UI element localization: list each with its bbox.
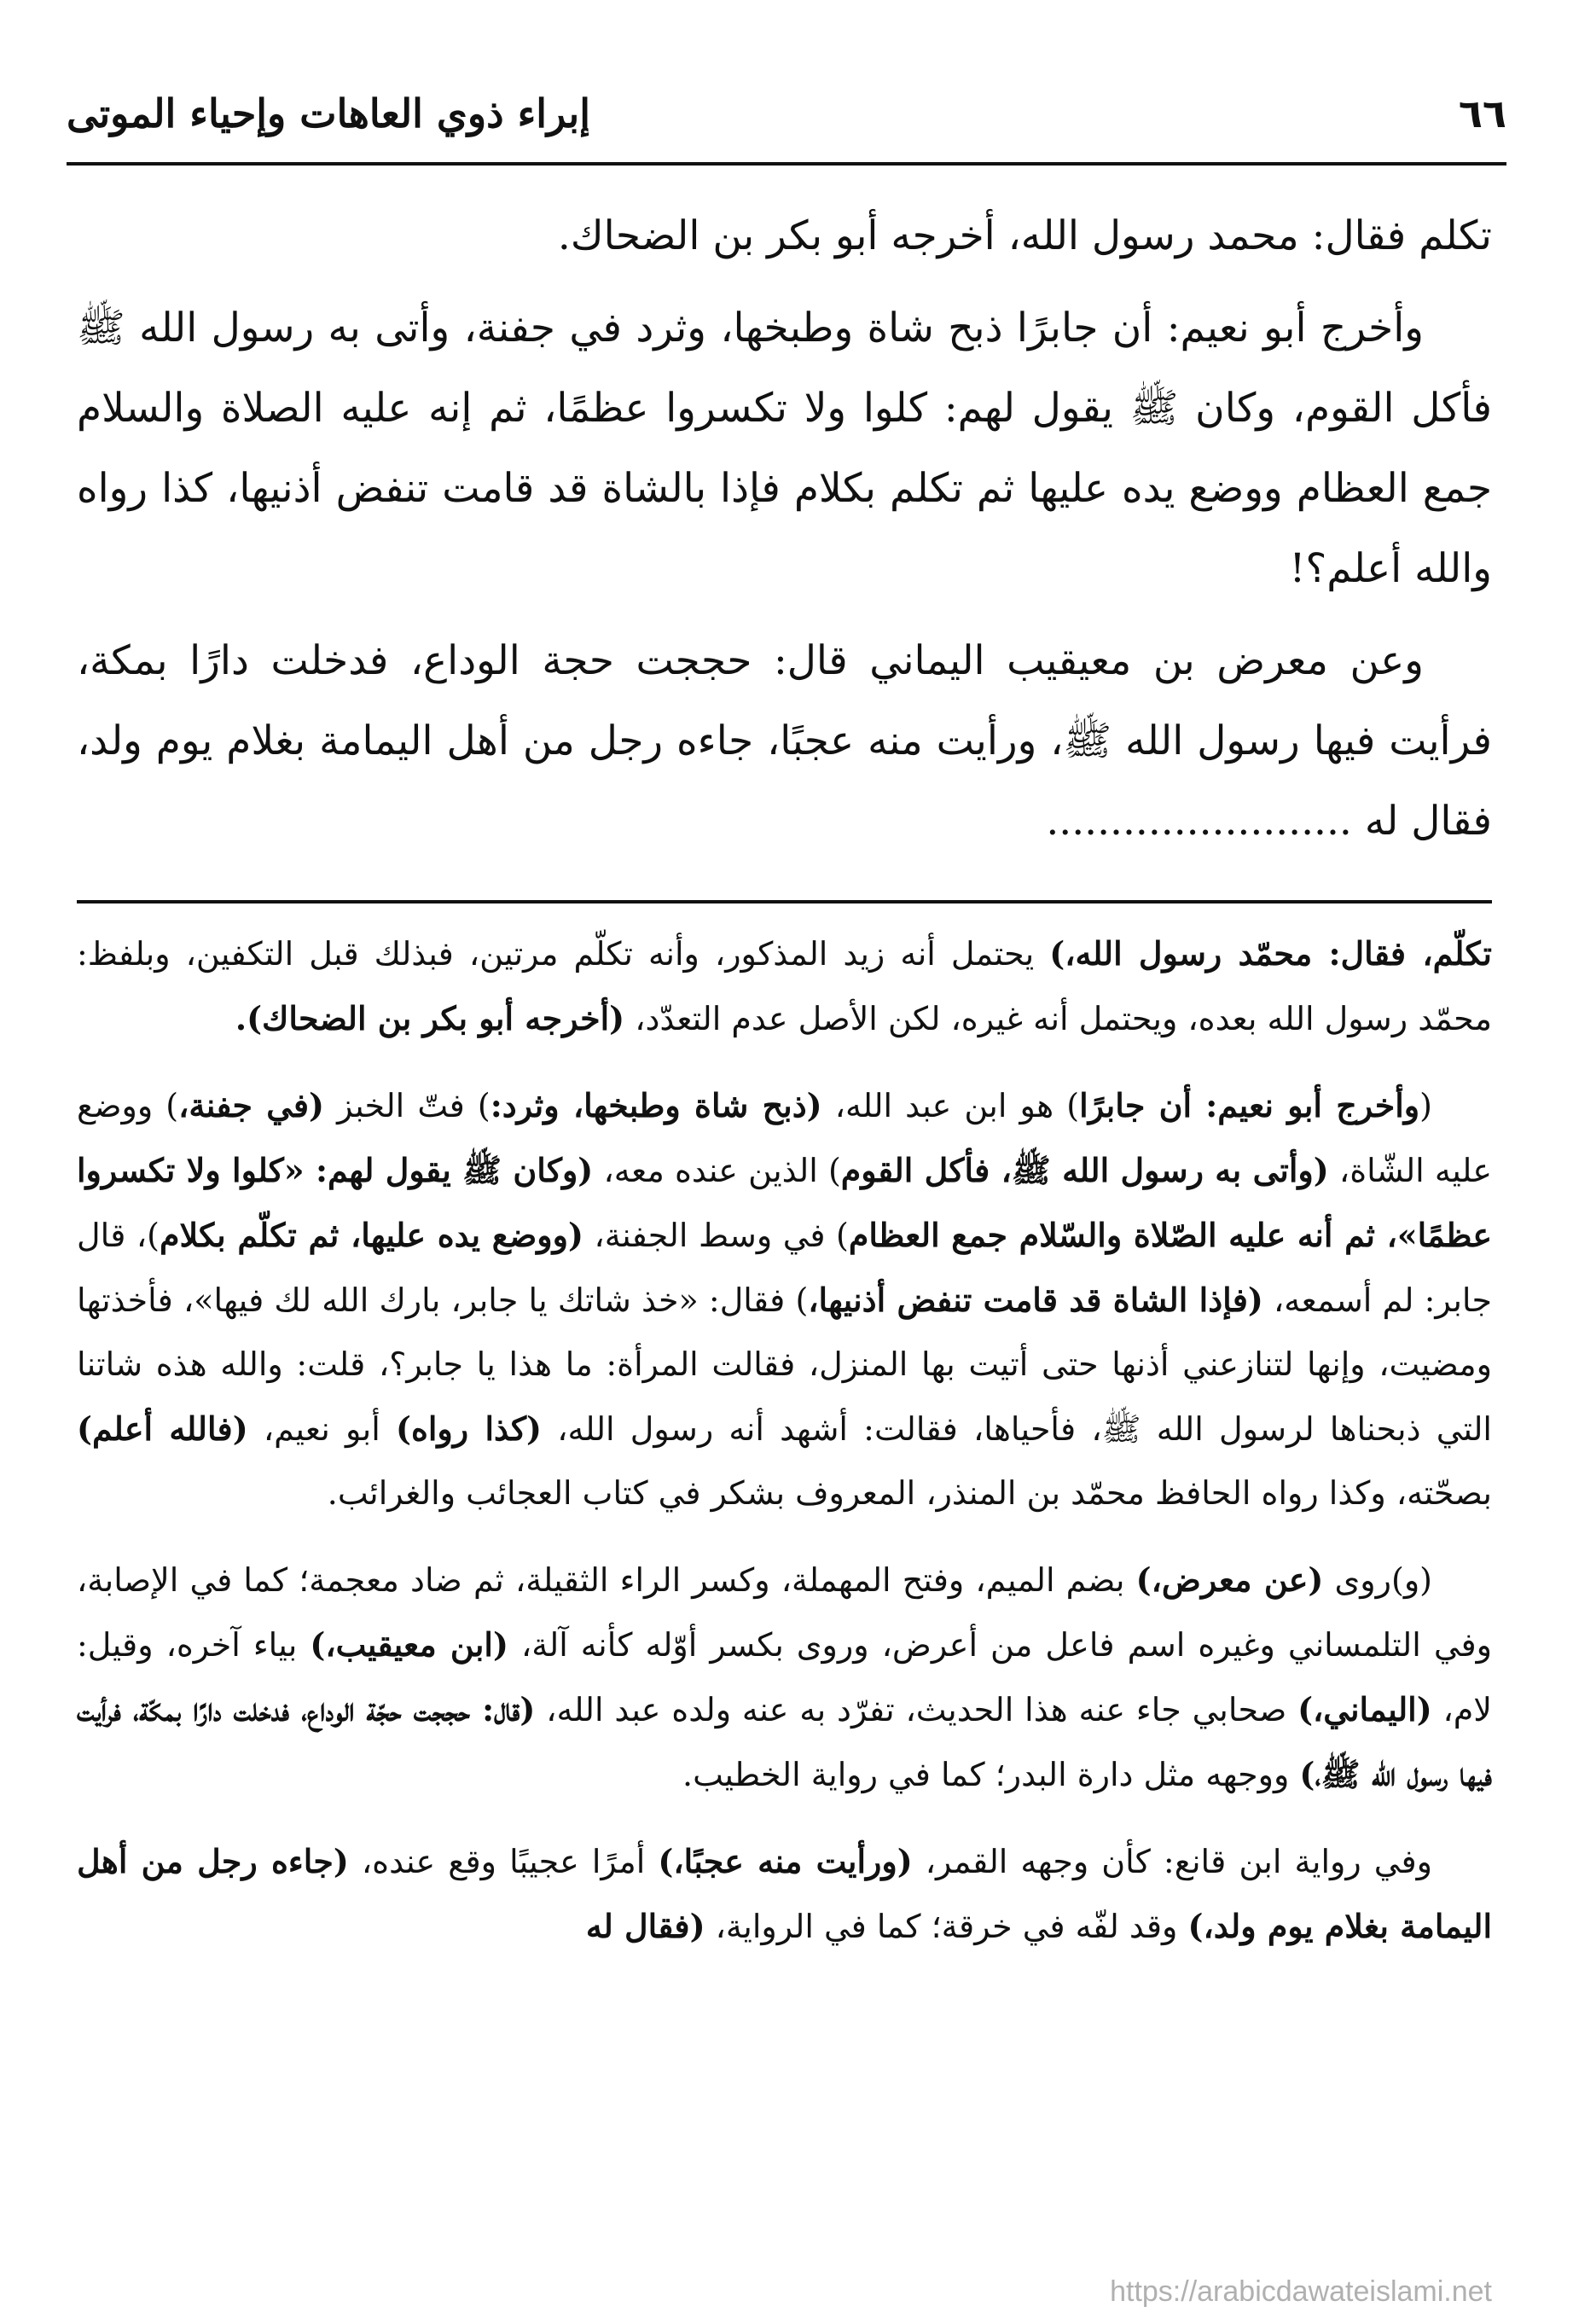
commentary — [77, 921, 1492, 1981]
commentary-text: وفي رواية ابن قانع: كأن وجهه القمر، — [912, 1843, 1432, 1880]
commentary-paragraph-1 — [77, 921, 1492, 1051]
matn-quote: (أخرجه أبو بكر بن الضحاك). — [235, 999, 625, 1037]
running-title: إبراء ذوي العاهات وإحياء الموتى — [67, 90, 590, 137]
commentary-text: ) فتّ الخبز — [324, 1087, 490, 1124]
commentary-text: بصحّته، وكذا رواه الحافظ محمّد بن المنذر، المعروف بشكر في كتاب العجائب والغرائب. — [327, 1474, 1492, 1512]
matn-quote: (قال: حججت حجّة الوداع، فدخلت دارًا بمكّة، فرأيت فيها رسول الله ﷺ،) — [77, 1690, 1492, 1793]
matn-quote: (جاءه رجل من أهل اليمامة بغلام يوم ولد،) — [77, 1842, 1492, 1945]
matn-quote: (كذا رواه) — [395, 1409, 543, 1448]
matn-quote: (ذبح شاة وطبخها، وثرد: — [490, 1086, 822, 1124]
matn-quote: (اليماني،) — [1297, 1690, 1432, 1728]
commentary-text: ) الذين عنده معه، — [593, 1152, 841, 1189]
matn-quote: (ووضع يده عليها، ثم تكلّم بكلام — [159, 1216, 583, 1254]
commentary-text: صحابي جاء عنه هذا الحديث، تفرّد به عنه ولده عبد الله، — [535, 1691, 1298, 1728]
commentary-text: ( — [1419, 1087, 1432, 1124]
main-paragraph-2: وأخرج أبو نعيم: أن جابرًا ذبح شاة وطبخها، وثرد في جفنة، وأتى به رسول الله ﷺ فأكل القوم، وكان ﷺ يقول لهم: كلوا ولا تكسروا عظمًا، ثم إنه عليه الصلاة والسلام جمع العظام ووضع يده عليها ثم تكلم بكلام فإذا بالشاة قد قامت تنفض أذنيها، كذا رواه والله أعلم؟! — [77, 305, 1492, 592]
commentary-text: ) فقال: «خذ شاتك يا جابر، بارك الله لك فيها»، فأخذتها ومضيت، وإنها لتنازعني أذنها حتى أتيت بها المنزل، فقالت المرأة: ما هذا يا جابر؟، قلت: والله هذه شاتنا التي ذبحناها لرسول الله ﷺ، فأحياها، فقالت: أشهد أنه رسول الله، — [77, 1281, 1492, 1448]
commentary-text: (و)روى — [1323, 1561, 1433, 1599]
matn-quote: (فقال له — [585, 1907, 705, 1945]
matn-quote: (وكان ﷺ يقول لهم: «كلوا ولا تكسروا عظمًا»، ثم أنه عليه الصّلاة والسّلام جمع العظام — [77, 1151, 1492, 1254]
commentary-rule — [77, 900, 1492, 903]
matn-quote: (ورأيت منه عجبًا،) — [658, 1842, 913, 1880]
commentary-text: وقد لفّه في خرقة؛ كما في الرواية، — [705, 1908, 1188, 1945]
commentary-text: بضم الميم، وفتح المهملة، وكسر الراء الثقيلة، ثم ضاد معجمة؛ كما في الإصابة، وفي التلمساني وغيره اسم فاعل من أعرض، وروى بكسر أوّله كأنه آلة، — [77, 1561, 1493, 1664]
matn-quote: (وأتى به رسول الله ﷺ، فأكل القوم — [840, 1151, 1329, 1189]
matn-quote: وأخرج أبو نعيم: أن جابرًا — [1079, 1086, 1420, 1124]
commentary-text: يحتمل أنه زيد المذكور، وأنه تكلّم مرتين، فبذلك قبل التكفين، وبلفظ: محمّد رسول الله بعده، ويحتمل أنه غيره، لكن الأصل عدم التعدّد، — [77, 935, 1492, 1037]
commentary-paragraph-3 — [77, 1548, 1492, 1807]
commentary-text: أمرًا عجيبًا وقع عنده، — [348, 1843, 659, 1880]
commentary-text: ) ووضع عليه الشّاة، — [77, 1087, 1492, 1189]
commentary-text: بياء آخره، وقيل: لام، — [77, 1626, 1492, 1728]
commentary-text: )، قال جابر: لم أسمعه، — [77, 1217, 1492, 1319]
matn-quote: (فإذا الشاة قد قامت تنفض أذنيها، — [808, 1281, 1263, 1319]
commentary-paragraph-2 — [77, 1073, 1492, 1525]
commentary-text: أبو نعيم، — [247, 1410, 396, 1448]
page-number: ٦٦ — [1458, 90, 1506, 137]
matn-quote: تكلّم، فقال: محمّد رسول الله،) — [1049, 934, 1493, 973]
ellipsis-dots: ........................ — [1046, 798, 1352, 845]
header-rule — [67, 162, 1506, 166]
commentary-text: ) في وسط الجفنة، — [583, 1217, 849, 1254]
matn-quote: (عن معرض،) — [1135, 1560, 1324, 1599]
main-text — [77, 196, 1492, 874]
commentary-text: ووجهه مثل دارة البدر؛ كما في رواية الخطيب. — [682, 1756, 1300, 1793]
main-paragraph-1: تكلم فقال: محمد رسول الله، أخرجه أبو بكر بن الضحاك. — [557, 212, 1492, 259]
page-header — [67, 75, 1506, 152]
main-paragraph-3 — [77, 621, 1492, 862]
commentary-text: ) هو ابن عبد الله، — [821, 1087, 1080, 1124]
commentary-paragraph-4 — [77, 1829, 1492, 1959]
matn-quote: (فالله أعلم) — [77, 1409, 248, 1448]
watermark-url: https://arabicdawateislami.net — [1110, 2275, 1492, 2308]
matn-quote: (ابن معيقيب،) — [310, 1625, 508, 1664]
main-paragraph-3-text: وعن معرض بن معيقيب اليماني قال: حججت حجة الوداع، فدخلت دارًا بمكة، فرأيت فيها رسول الله ﷺ، ورأيت منه عجبًا، جاءه رجل من أهل اليمامة بغلام يوم ولد، فقال له — [77, 637, 1492, 845]
matn-quote: (في جفنة، — [178, 1086, 325, 1124]
